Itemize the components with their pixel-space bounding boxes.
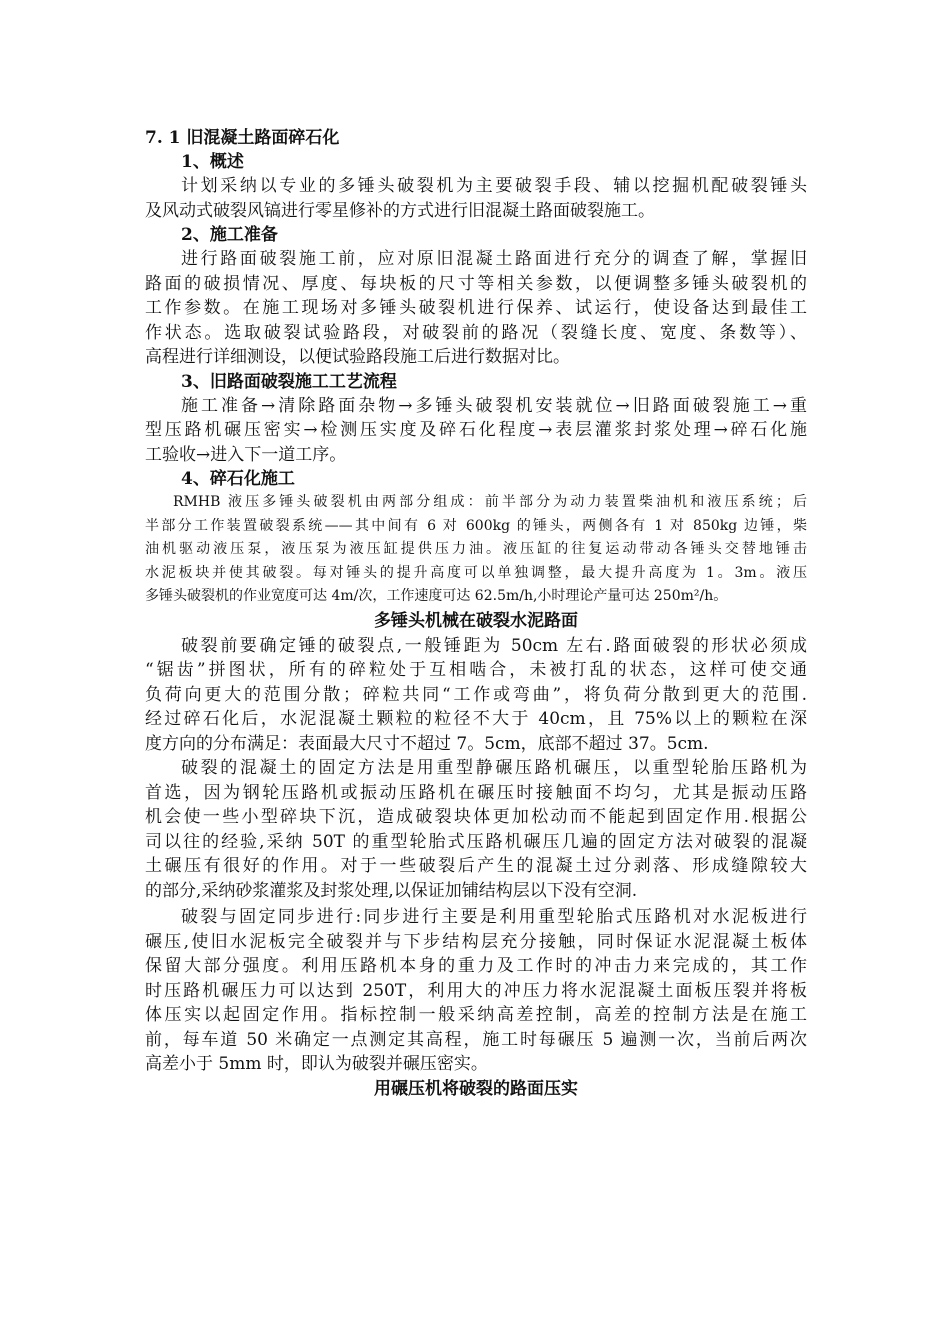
paragraph-break-pattern: [145, 634, 807, 757]
paragraph-line: 保留大部分强度。利用压路机本身的重力及工作时的冲击力来完成的，其工作: [145, 956, 807, 976]
paragraph-line: 工作参数。在施工现场对多锤头破裂机进行保养、试运行，使设备达到最佳工: [145, 298, 807, 318]
paragraph-line: 路面的破损情况、厚度、每块板的尺寸等相关参数，以便调整多锤头破裂机的: [145, 273, 807, 294]
paragraph-line: 体压实以起固定作用。指标控制一般采纳高差控制，高差的控制方法是在施工: [145, 1005, 807, 1025]
paragraph-line: 首选，因为钢轮压路机或振动压路机在碾压时接触面不均匀，尤其是振动压路: [145, 782, 807, 803]
paragraph-line: 破裂前要确定锤的破裂点,一般锤距为 50cm 左右.路面破裂的形状必须成: [181, 635, 807, 656]
paragraph-line: 机会使一些小型碎块下沉，造成破裂块体更加松动而不能起到固定作用.根据公: [145, 807, 807, 827]
paragraph-line: 施工准备→清除路面杂物→多锤头破裂机安装就位→旧路面破裂施工→重: [181, 395, 807, 416]
paragraph-line: 多锤头破裂机的作业宽度可达 4m/次，工作速度可达 62.5m/h,小时理论产量可达 250m²/h。: [145, 588, 728, 604]
paragraph-line: 前，每车道 50 米确定一点测定其高程，施工时每碾压 5 遍测一次，当前后两次: [145, 1029, 807, 1050]
paragraph-line: 时压路机碾压力可以达到 250T，利用大的冲压力将水泥混凝土面板压裂并将板: [145, 980, 807, 1001]
paragraph-line: 破裂的混凝土的固定方法是用重型静碾压路机碾压，以重型轮胎压路机为: [181, 758, 807, 778]
paragraph-line: 负荷向更大的范围分散；碎粒共同“工作或弯曲”，将负荷分散到更大的范围.: [145, 684, 807, 705]
paragraph-line: 作状态。选取破裂试验路段，对破裂前的路况（裂缝长度、宽度、条数等）、: [145, 322, 807, 343]
paragraph-preparation: [145, 247, 807, 370]
paragraph-line: “锯齿”拼图状，所有的碎粒处于互相啮合，未被打乱的状态，这样可使交通: [145, 660, 807, 680]
paragraph-line: 破裂与固定同步进行:同步进行主要是利用重型轮胎式压路机对水泥板进行: [181, 907, 807, 927]
paragraph-line: RMHB 液压多锤头破裂机由两部分组成：前半部分为动力装置柴油机和液压系统；后: [173, 494, 807, 510]
heading-overview: 1、概述: [181, 152, 244, 172]
paragraph-fixing-method: [145, 756, 807, 903]
paragraph-process-flow: [145, 394, 807, 468]
paragraph-line: 型压路机碾压密实→检测压实度及碎石化程度→表层灌浆封浆处理→碎石化施: [145, 420, 807, 440]
paragraph-line: 的部分,采纳砂浆灌浆及封浆处理,以保证加铺结构层以下没有空洞.: [145, 880, 638, 901]
paragraph-line: 经过碎石化后，水泥混凝土颗粒的粒径不大于 40cm，且 75%以上的颗粒在深: [145, 709, 807, 729]
section-title: 7. 1 旧混凝土路面碎石化: [145, 128, 340, 148]
paragraph-rubblization: [145, 491, 807, 609]
paragraph-line: 度方向的分布满足：表面最大尺寸不超过 7。5cm，底部不超过 37。5cm.: [145, 733, 709, 754]
paragraph-line: 及风动式破裂风镐进行零星修补的方式进行旧混凝土路面破裂施工。: [145, 200, 655, 221]
paragraph-line: 半部分工作装置破裂系统——其中间有 6 对 600kg 的锤头，两侧各有 1 对 850kg 边锤，柴: [145, 517, 807, 534]
paragraph-line: 高差小于 5mm 时，即认为破裂并碾压密实。: [145, 1054, 488, 1074]
heading-process-flow: 3、旧路面破裂施工工艺流程: [181, 371, 397, 392]
heading-preparation: 2、施工准备: [181, 225, 278, 245]
paragraph-line: 高程进行详细测设，以便试验路段施工后进行数据对比。: [145, 347, 570, 367]
paragraph-line: 进行路面破裂施工前，应对原旧混凝土路面进行充分的调查了解，掌握旧: [181, 249, 807, 269]
document-content: [145, 126, 807, 1102]
paragraph-line: 水泥板块并使其破裂。每对锤头的提升高度可以单独调整，最大提升高度为 1。3m。液压: [145, 564, 807, 581]
paragraph-overview: [145, 174, 807, 223]
paragraph-line: 土碾压有很好的作用。对于一些破裂后产生的混凝土过分剥落、形成缝隙较大: [145, 856, 807, 876]
figure-caption-breaking: 多锤头机械在破裂水泥路面: [374, 610, 578, 631]
paragraph-line: 油机驱动液压泵，液压泵为液压缸提供压力油。液压缸的往复运动带动各锤头交替地锤击: [145, 541, 807, 557]
paragraph-line: 工验收→进入下一道工序。: [145, 444, 347, 465]
heading-rubblization: 4、碎石化施工: [181, 469, 295, 489]
figure-caption-compaction: 用碾压机将破裂的路面压实: [374, 1078, 578, 1099]
paragraph-line: 碾压,使旧水泥板完全破裂并与下步结构层充分接触，同时保证水泥混凝土板体: [145, 931, 807, 952]
paragraph-line: 司以往的经验,采纳 50T 的重型轮胎式压路机碾压几遍的固定方法对破裂的混凝: [145, 831, 807, 852]
paragraph-line: 计划采纳以专业的多锤头破裂机为主要破裂手段、辅以挖掘机配破裂锤头: [181, 176, 807, 196]
paragraph-synchronous: [145, 905, 807, 1077]
